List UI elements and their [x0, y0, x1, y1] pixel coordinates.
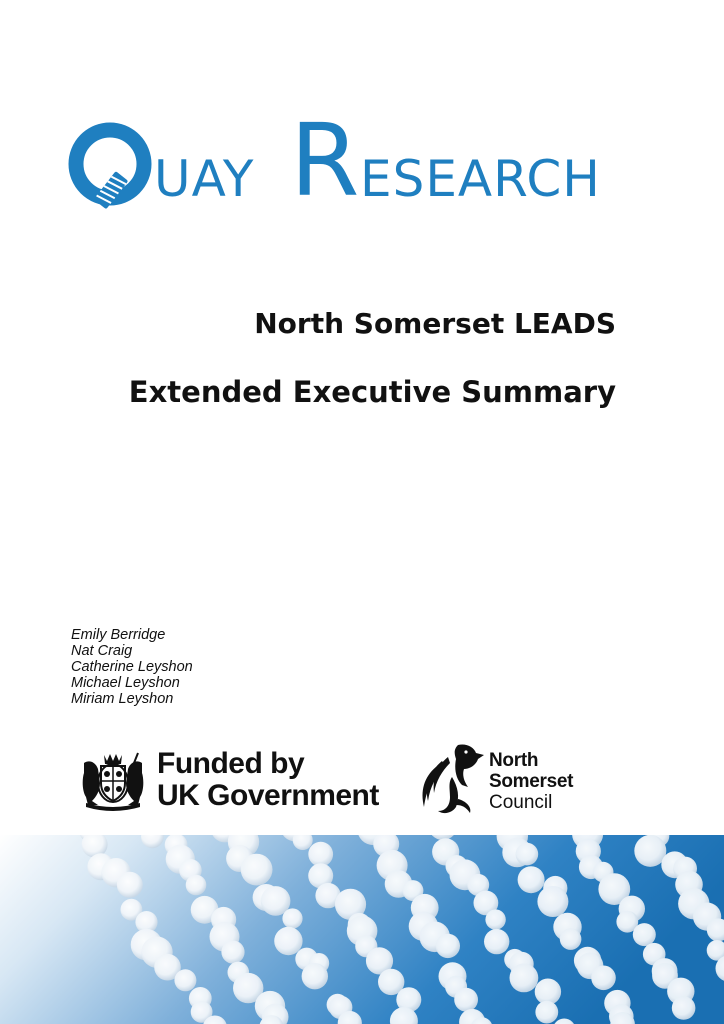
bubble — [282, 908, 302, 928]
bubble — [484, 929, 509, 954]
bubble — [308, 842, 333, 867]
bubble — [516, 843, 539, 866]
logo-letter-r: R — [290, 102, 360, 219]
author-name: Miriam Leyshon — [71, 691, 174, 707]
author-name: Catherine Leyshon — [71, 659, 193, 675]
bubble — [633, 923, 656, 946]
q-screw-icon — [68, 120, 153, 210]
royal-coat-of-arms-icon — [80, 749, 146, 811]
council-line-north: North — [489, 750, 539, 771]
bubble — [436, 934, 460, 958]
bubble — [535, 1001, 558, 1024]
author-list — [71, 627, 193, 707]
bubble — [591, 966, 616, 991]
bubble — [241, 854, 273, 886]
bubble — [221, 941, 244, 964]
author-name: Nat Craig — [71, 643, 133, 659]
report-title: North Somerset LEADS — [254, 307, 616, 340]
north-somerset-council-logo — [489, 750, 573, 813]
logo-text-esearch: ESEARCH — [360, 150, 601, 208]
funded-by-line: Funded by — [157, 747, 305, 780]
bubble — [117, 872, 143, 898]
bubble — [174, 969, 196, 991]
bubble — [518, 866, 545, 893]
author-name: Michael Leyshon — [71, 675, 180, 691]
uk-government-line: UK Government — [157, 779, 379, 812]
bubble — [274, 927, 302, 955]
bubble — [672, 996, 696, 1020]
wyvern-icon — [418, 741, 488, 815]
council-line-somerset: Somerset — [489, 771, 574, 792]
funded-by-uk-government — [157, 748, 379, 812]
bubble — [537, 886, 568, 917]
author-name: Emily Berridge — [71, 627, 166, 643]
logo-text-uay: UAY — [154, 150, 255, 208]
bubble — [510, 964, 539, 993]
bubble — [485, 909, 505, 929]
bubble — [454, 988, 478, 1012]
bubble — [560, 928, 582, 950]
bubble-banner-graphic — [0, 835, 724, 1024]
bubble — [186, 875, 207, 896]
quay-research-logo — [68, 102, 628, 219]
bubble — [302, 963, 328, 989]
council-line-council: Council — [489, 792, 553, 813]
report-subtitle: Extended Executive Summary — [128, 375, 616, 409]
bubble — [634, 835, 666, 867]
